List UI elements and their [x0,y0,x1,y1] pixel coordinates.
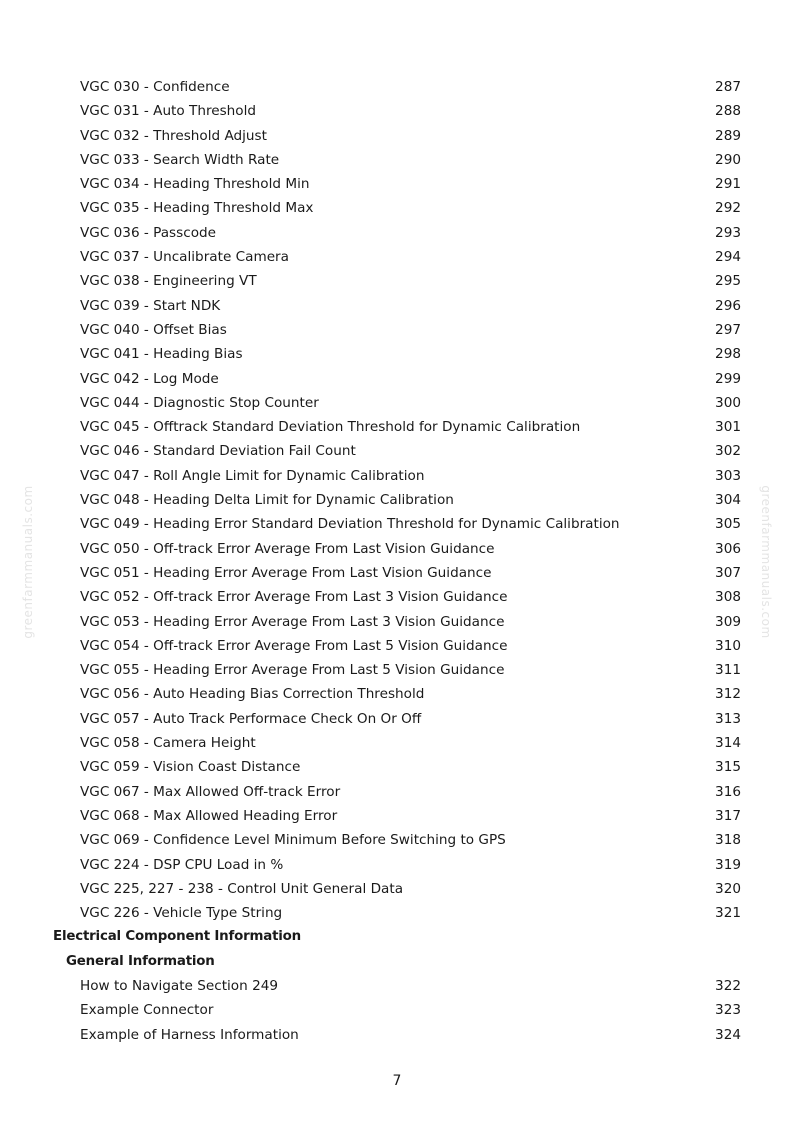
toc-entry[interactable] [0,610,794,634]
toc-entry-page-number: 305 [715,516,741,533]
toc-entry-title: VGC 051 - Heading Error Average From Last Vision Guidance [80,564,492,581]
toc-entry-title: How to Navigate Section 249 [80,977,279,994]
toc-entry-page-number: 293 [715,224,741,241]
toc-entry-page-number: 306 [715,540,741,557]
toc-entries [0,75,794,925]
toc-entry[interactable] [0,780,794,804]
toc-entry-page-number: 303 [715,467,741,484]
subsection-heading-label: General Information [66,953,215,969]
toc-entry[interactable] [0,148,794,172]
page-number: 7 [392,1073,402,1089]
toc-entry[interactable] [0,561,794,585]
toc-entry[interactable] [0,1023,794,1047]
toc-entry[interactable] [0,512,794,536]
toc-entry[interactable] [0,124,794,148]
toc-entry-title: Example of Harness Information [80,1026,299,1043]
table-of-contents [0,75,794,1047]
toc-entry[interactable] [0,488,794,512]
toc-entry[interactable] [0,196,794,220]
toc-entry-title: VGC 068 - Max Allowed Heading Error [80,807,338,824]
toc-sub-entries [0,974,794,1047]
toc-entry-page-number: 294 [715,249,741,266]
toc-entry-page-number: 298 [715,346,741,363]
toc-entry-title: VGC 031 - Auto Threshold [80,103,257,120]
toc-entry-title: VGC 035 - Heading Threshold Max [80,200,314,217]
toc-entry[interactable] [0,269,794,293]
toc-entry-page-number: 304 [715,492,741,509]
toc-entry[interactable] [0,853,794,877]
toc-entry[interactable] [0,634,794,658]
toc-entry-page-number: 302 [715,443,741,460]
toc-entry-title: VGC 030 - Confidence [80,79,230,95]
toc-entry-page-number: 296 [715,297,741,314]
toc-entry-title: VGC 056 - Auto Heading Bias Correction Threshold [80,686,425,703]
toc-entry[interactable] [0,828,794,852]
toc-entry-title: VGC 048 - Heading Delta Limit for Dynamic Calibration [80,492,454,509]
toc-entry-page-number: 320 [715,880,741,897]
toc-entry[interactable] [0,415,794,439]
toc-entry-page-number: 288 [715,103,741,120]
toc-entry-title: VGC 067 - Max Allowed Off-track Error [80,783,341,800]
toc-entry-page-number: 290 [715,151,741,168]
toc-entry-page-number: 315 [715,759,741,776]
toc-entry-page-number: 321 [715,905,741,922]
toc-entry[interactable] [0,998,794,1022]
toc-subsection-heading[interactable] [0,950,794,974]
toc-entry[interactable] [0,367,794,391]
toc-entry-page-number: 308 [715,589,741,606]
toc-entry[interactable] [0,172,794,196]
toc-entry[interactable] [0,342,794,366]
toc-entry[interactable] [0,755,794,779]
toc-entry[interactable] [0,658,794,682]
toc-entry-page-number: 289 [715,127,741,144]
toc-entry-page-number: 292 [715,200,741,217]
toc-entry-title: VGC 034 - Heading Threshold Min [80,176,310,193]
toc-entry-page-number: 309 [715,613,741,630]
toc-entry-title: VGC 069 - Confidence Level Minimum Before Switching to GPS [80,832,506,849]
toc-entry-title: VGC 041 - Heading Bias [80,346,243,363]
watermark-left: greenfarmmanuals.com [21,485,35,639]
section-heading-label: Electrical Component Information [53,929,302,945]
toc-entry-title: VGC 058 - Camera Height [80,735,256,752]
toc-section-heading[interactable] [0,925,794,949]
toc-entry-page-number: 318 [715,832,741,849]
toc-entry-page-number: 312 [715,686,741,703]
toc-entry-title: VGC 044 - Diagnostic Stop Counter [80,394,319,411]
toc-entry-title: VGC 040 - Offset Bias [80,321,227,338]
toc-entry-page-number: 291 [715,176,741,193]
toc-entry-title: VGC 057 - Auto Track Performace Check On Or Off [80,710,422,727]
toc-entry-title: VGC 224 - DSP CPU Load in % [80,856,284,873]
toc-entry[interactable] [0,877,794,901]
toc-entry[interactable] [0,707,794,731]
toc-entry-page-number: 314 [715,735,741,752]
toc-entry[interactable] [0,585,794,609]
toc-entry[interactable] [0,804,794,828]
toc-entry-page-number: 324 [715,1026,741,1043]
toc-entry-page-number: 297 [715,321,741,338]
toc-entry-page-number: 307 [715,564,741,581]
toc-entry-title: VGC 045 - Offtrack Standard Deviation Threshold for Dynamic Calibration [80,419,581,436]
toc-entry-page-number: 299 [715,370,741,387]
toc-entry-title: Example Connector [80,1002,214,1019]
toc-entry-page-number: 310 [715,637,741,654]
toc-entry-title: VGC 037 - Uncalibrate Camera [80,249,289,266]
toc-entry[interactable] [0,99,794,123]
toc-entry[interactable] [0,439,794,463]
toc-entry-title: VGC 047 - Roll Angle Limit for Dynamic Calibration [80,467,425,484]
toc-entry-title: VGC 049 - Heading Error Standard Deviation Threshold for Dynamic Calibration [80,516,620,533]
toc-entry-page-number: 301 [715,419,741,436]
toc-entry-page-number: 295 [715,273,741,290]
toc-entry-page-number: 316 [715,783,741,800]
toc-entry-page-number: 319 [715,856,741,873]
toc-entry[interactable] [0,221,794,245]
toc-entry-title: VGC 226 - Vehicle Type String [80,905,283,922]
toc-entry-title: VGC 042 - Log Mode [80,370,219,387]
toc-entry[interactable] [0,245,794,269]
toc-entry-page-number: 313 [715,710,741,727]
toc-entry-title: VGC 046 - Standard Deviation Fail Count [80,443,356,460]
toc-entry-title: VGC 036 - Passcode [80,224,217,241]
toc-entry-title: VGC 059 - Vision Coast Distance [80,759,301,776]
toc-entry[interactable] [0,318,794,342]
toc-entry[interactable] [0,75,794,99]
toc-entry-title: VGC 050 - Off-track Error Average From Last Vision Guidance [80,540,495,557]
toc-entry-title: VGC 225, 227 - 238 - Control Unit General Data [80,880,404,897]
toc-entry[interactable] [0,731,794,755]
toc-entry[interactable] [0,537,794,561]
toc-entry-title: VGC 038 - Engineering VT [80,273,257,290]
toc-entry-title: VGC 055 - Heading Error Average From Last 5 Vision Guidance [80,662,505,679]
toc-entry-page-number: 317 [715,807,741,824]
toc-entry[interactable] [0,901,794,925]
toc-entry-title: VGC 033 - Search Width Rate [80,151,280,168]
toc-entry-page-number: 323 [715,1002,741,1019]
toc-entry-page-number: 300 [715,394,741,411]
watermark-right: greenfarmmanuals.com [759,485,773,639]
toc-entry-title: VGC 054 - Off-track Error Average From Last 5 Vision Guidance [80,637,508,654]
toc-entry-title: VGC 032 - Threshold Adjust [80,127,267,144]
toc-entry-title: VGC 052 - Off-track Error Average From Last 3 Vision Guidance [80,589,508,606]
toc-entry[interactable] [0,391,794,415]
toc-entry-page-number: 287 [715,79,741,95]
toc-entry-page-number: 311 [715,662,741,679]
toc-entry[interactable] [0,464,794,488]
toc-entry[interactable] [0,294,794,318]
toc-entry-title: VGC 053 - Heading Error Average From Last 3 Vision Guidance [80,613,505,630]
toc-entry-title: VGC 039 - Start NDK [80,297,221,314]
toc-entry-page-number: 322 [715,977,741,994]
toc-entry[interactable] [0,974,794,998]
toc-entry[interactable] [0,682,794,706]
